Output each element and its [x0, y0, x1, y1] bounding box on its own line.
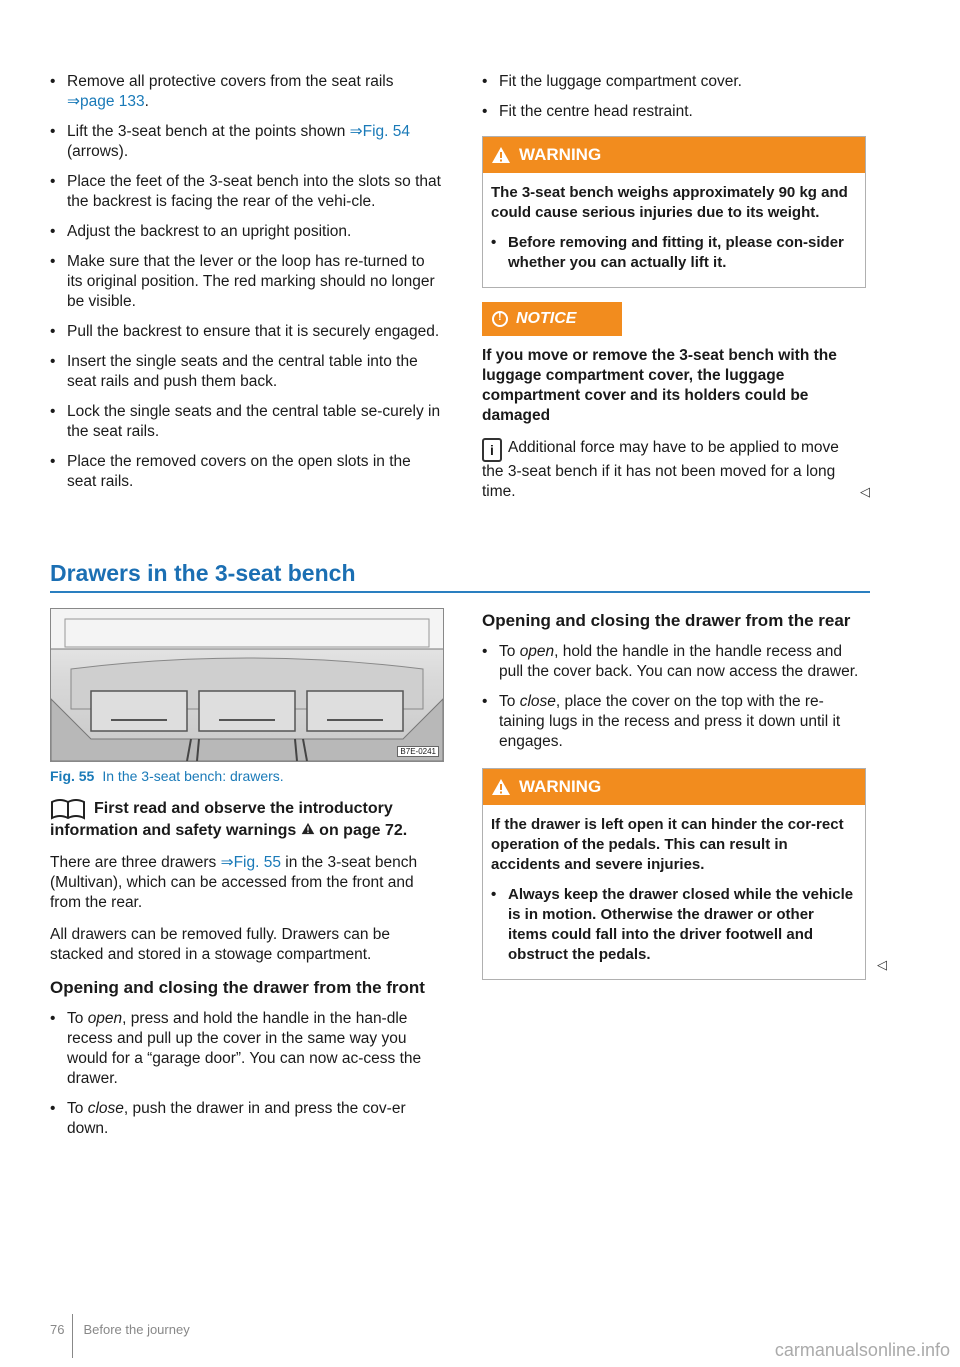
bench-illustration [51, 609, 443, 761]
end-mark: ◁ [860, 484, 870, 499]
info-icon: i [482, 438, 502, 462]
warning-header [483, 769, 865, 805]
page-footer [50, 1322, 190, 1366]
notice-text: If you move or remove the 3-seat bench with the luggage compartment cover, the luggage compartment cover and its holders could be damaged [482, 347, 837, 424]
footer-section: Before the journey [83, 1322, 190, 1337]
figure-number: Fig. 55 [50, 768, 95, 784]
body-paragraph: There are three drawers ⇒Fig. 55 in the 3-seat bench (Multivan), which can be accessed from the front and from the rear. [50, 854, 418, 911]
left-top-list [50, 72, 442, 502]
body-paragraph: All drawers can be removed fully. Drawers can be stacked and stored in a stowage compartment. [50, 926, 390, 963]
list-item: • Remove all protective covers from the seat rails ⇒page 133. [50, 72, 442, 112]
warning-text: If the drawer is left open it can hinder the cor-rect operation of the pedals. This can result in accidents and severe injuries. [491, 816, 844, 873]
list-item: • Lift the 3-seat bench at the points shown ⇒Fig. 54 (arrows). [50, 122, 442, 162]
list-item: • Adjust the backrest to an upright position. [50, 222, 442, 242]
warning-icon [301, 822, 315, 835]
subheading-rear: Opening and closing the drawer from the rear [482, 611, 851, 630]
watermark: carmanualsonline.info [774, 1340, 950, 1360]
info-note: i Additional force may have to be applied to move the 3-seat bench if it has not been moved for a long time. ◁ [482, 439, 870, 500]
intro-note: First read and observe the introductory information and safety warnings on page 72. [50, 800, 408, 839]
warning-label: WARNING [519, 777, 602, 796]
list-item: • Place the feet of the 3-seat bench into the slots so that the backrest is facing the rear of the vehi-cle. [50, 172, 442, 212]
right-top [482, 72, 870, 514]
figure-image [50, 608, 444, 762]
warning-icon [491, 778, 511, 796]
warning-box [482, 136, 866, 288]
list-item: • To close, place the cover on the top with the re-taining lugs in the recess and press it down until it engages. [482, 692, 864, 752]
list-item: • To close, push the drawer in and press the cov-er down. [50, 1099, 442, 1139]
subheading-front: Opening and closing the drawer from the front [50, 978, 425, 997]
warning-bullet: • Before removing and fitting it, please con-sider whether you can actually lift it. [491, 233, 857, 273]
cross-reference-link[interactable]: ⇒page 133 [67, 93, 145, 110]
list-item: • Fit the centre head restraint. [482, 102, 864, 122]
warning-header [483, 137, 865, 173]
warning-bullet: • Always keep the drawer closed while the vehicle is in motion. Otherwise the drawer or other items could fall into the driver footwell and obstruct the pedals. [491, 885, 857, 965]
warning-icon [491, 146, 511, 164]
right-bottom [482, 610, 887, 980]
list-item: • Make sure that the lever or the loop has re-turned to its original position. The red marking should no longer be visible. [50, 252, 442, 312]
list-item: • Place the removed covers on the open slots in the seat rails. [50, 452, 442, 492]
cross-reference-link[interactable]: ⇒Fig. 54 [349, 123, 411, 140]
list-item: • Insert the single seats and the central table into the seat rails and push them back. [50, 352, 442, 392]
list-item: • Pull the backrest to ensure that it is securely engaged. [50, 322, 442, 342]
figure-link[interactable]: ⇒Fig. 55 [220, 854, 281, 871]
list-item: • Fit the luggage compartment cover. [482, 72, 864, 92]
end-mark: ◁ [877, 957, 887, 972]
list-item: • Lock the single seats and the central table se-curely in the seat rails. [50, 402, 442, 442]
left-bottom [50, 608, 442, 1149]
page-number: 76 [50, 1322, 65, 1337]
notice-icon [492, 311, 508, 327]
warning-text: The 3-seat bench weighs approximately 90 kg and could cause serious injuries due to its weight. [491, 184, 848, 221]
notice-header: ! NOTICE [482, 302, 622, 336]
warning-box [482, 768, 887, 980]
figure-id: B7E-0241 [397, 746, 439, 757]
section-title: Drawers in the 3-seat bench [50, 560, 870, 593]
list-item: • To open, hold the handle in the handle recess and pull the cover back. You can now access the drawer. [482, 642, 864, 682]
figure-caption: Fig. 55 In the 3-seat bench: drawers. [50, 768, 284, 784]
warning-label: WARNING [519, 145, 602, 164]
list-item: • To open, press and hold the handle in the han-dle recess and pull up the cover in the same way you would for a “garage door”. You can now ac-cess the drawer. [50, 1009, 442, 1089]
book-icon [50, 798, 86, 820]
